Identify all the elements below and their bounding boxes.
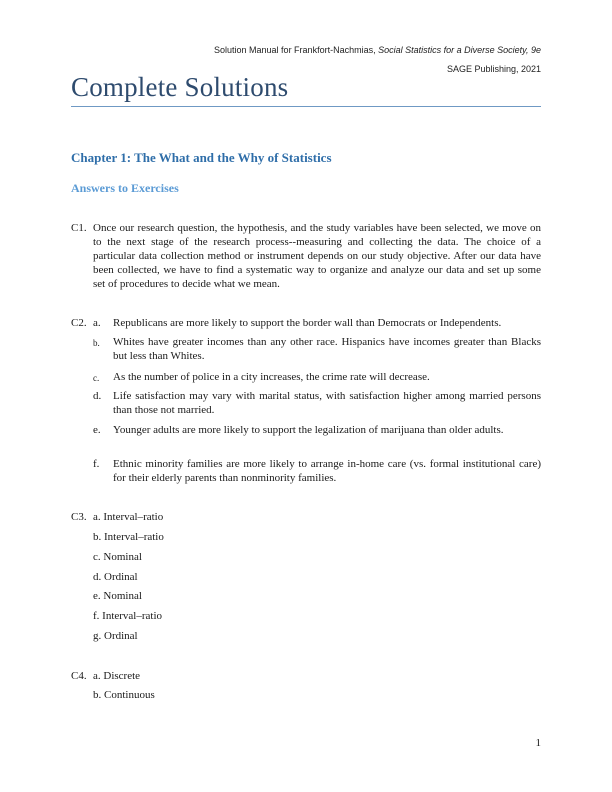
question-c4-number: C4. <box>71 670 87 682</box>
item-label: e. <box>93 424 101 436</box>
page-number: 1 <box>535 737 541 749</box>
question-c1 <box>71 221 541 291</box>
item-text: Life satisfaction may vary with marital status, with satisfaction higher among married persons than those not married. <box>113 390 541 416</box>
header-book-title: Social Statistics for a Diverse Society, 9e <box>378 45 541 55</box>
chapter-heading: Chapter 1: The What and the Why of Statistics <box>71 150 332 165</box>
item-text: Republicans are more likely to support the border wall than Democrats or Independents. <box>113 317 502 329</box>
answer-item <box>93 335 541 363</box>
answer-item <box>93 423 541 437</box>
running-header-publisher: SAGE Publishing, 2021 <box>446 64 541 74</box>
item-label: d. <box>93 390 102 402</box>
title-underline <box>71 106 541 107</box>
section-heading: Answers to Exercises <box>71 181 179 195</box>
document-title: Complete Solutions <box>71 72 289 102</box>
answer-item <box>93 457 541 485</box>
answer-line: d. Ordinal <box>93 571 138 583</box>
answer-item <box>93 370 541 384</box>
item-text: Younger adults are more likely to support the legalization of marijuana than older adults. <box>113 424 504 436</box>
item-label: a. <box>93 317 101 329</box>
answer-item <box>93 316 541 330</box>
question-c3-number: C3. <box>71 511 87 523</box>
answer-line: c. Nominal <box>93 551 142 563</box>
running-header-citation <box>214 45 541 55</box>
answer-line: b. Continuous <box>93 689 155 701</box>
answer-item <box>93 389 541 417</box>
item-label: b. <box>93 338 100 348</box>
item-label: f. <box>93 458 100 470</box>
answer-line: f. Interval–ratio <box>93 610 163 622</box>
answer-line: a. Discrete <box>93 670 141 682</box>
answer-line: b. Interval–ratio <box>93 531 164 543</box>
answer-text: Once our research question, the hypothesis, and the study variables have been selected, we move on to the next stage of the research process--measuring and collecting the data. The choice of a particular data collection method or instrument depends on our study objective. After our data have been collected, we have to find a systematic way to organize and analyze our data and set up some set of procedures to decide what we mean. <box>93 222 541 290</box>
answer-line: g. Ordinal <box>93 630 138 642</box>
answer-line: e. Nominal <box>93 590 142 602</box>
answer-line: a. Interval–ratio <box>93 511 164 523</box>
item-text: As the number of police in a city increases, the crime rate will decrease. <box>113 371 430 383</box>
header-citation-text: Solution Manual for Frankfort-Nachmias, <box>214 45 379 55</box>
question-number: C1. <box>71 222 87 234</box>
item-label: c. <box>93 373 100 383</box>
item-text: Ethnic minority families are more likely to arrange in-home care (vs. formal institutional care) for their elderly parents than nonminority families. <box>113 458 541 484</box>
item-text: Whites have greater incomes than any other race. Hispanics have incomes greater than Blacks but less than Whites. <box>113 336 541 362</box>
question-c2-number: C2. <box>71 317 87 329</box>
